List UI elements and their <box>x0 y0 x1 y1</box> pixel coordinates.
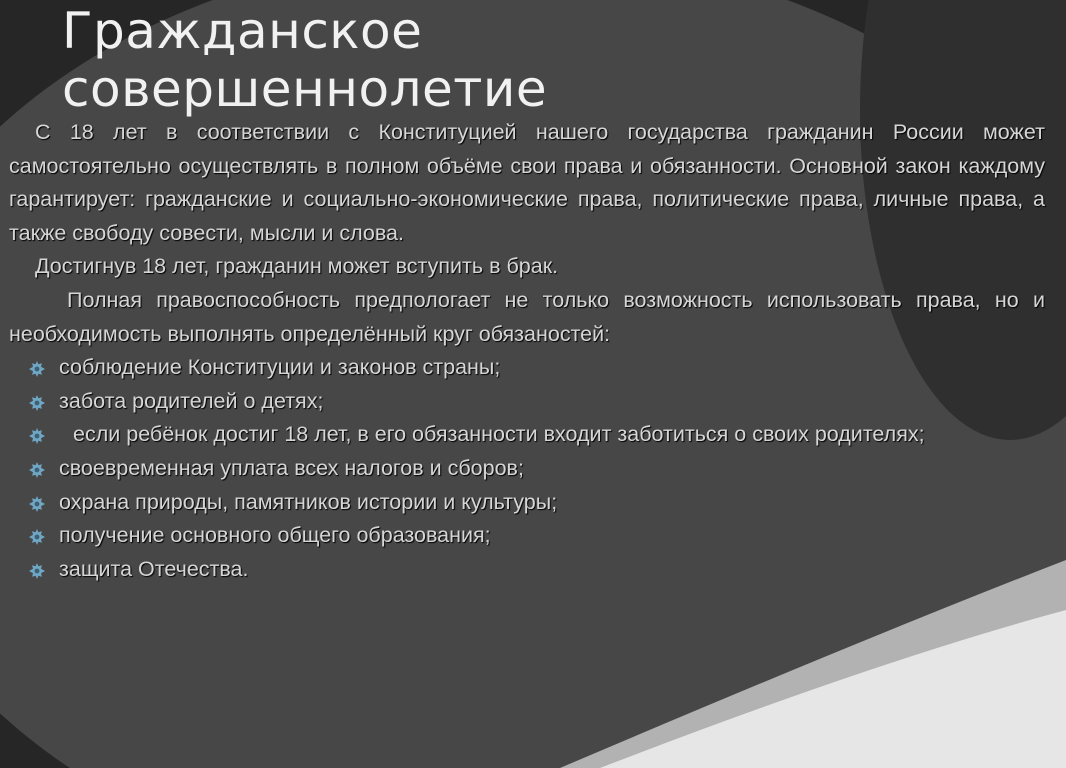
list-item-text: защита Отечества. <box>59 556 249 581</box>
title-line-2: совершеннолетие <box>62 60 548 118</box>
gear-bullet-icon <box>29 529 45 545</box>
gear-bullet-icon <box>29 496 45 512</box>
slide-title <box>62 2 547 118</box>
gear-bullet-icon <box>29 462 45 478</box>
paragraph-capacity: Полная правоспособность предпологает не только возможность использовать права, но и необходимость выполнять определённый круг обязаностей: <box>9 287 1045 346</box>
list-item <box>9 385 1045 419</box>
paragraph-constitution: С 18 лет в соответствии с Конституцией нашего государства гражданин России может самостоятельно осуществлять в полном объёме свои права и обязанности. Основной закон каждому гарантирует: гражданские и социально-экономические права, политические права, личные права, а также свободу совести, мысли и слова. <box>9 120 1045 245</box>
list-item-text: охрана природы, памятников истории и культуры; <box>59 489 558 514</box>
list-item <box>9 486 1045 520</box>
gear-bullet-icon <box>29 395 45 411</box>
gear-bullet-icon <box>29 428 45 444</box>
title-line-1: Гражданское <box>62 2 423 60</box>
list-item <box>9 519 1045 553</box>
paragraph-marriage: Достигнув 18 лет, гражданин может вступить в брак. <box>35 254 559 279</box>
list-item-text: получение основного общего образования; <box>59 523 491 548</box>
duties-list <box>9 351 1045 586</box>
gear-bullet-icon <box>29 361 45 377</box>
list-item <box>9 418 1045 452</box>
list-item-text: забота родителей о детях; <box>59 388 324 413</box>
list-item <box>9 452 1045 486</box>
list-item-text: соблюдение Конституции и законов страны; <box>59 355 501 380</box>
list-item-text: если ребёнок достиг 18 лет, в его обязанности входит заботиться о своих родителях; <box>73 422 925 447</box>
list-item <box>9 351 1045 385</box>
gear-bullet-icon <box>29 563 45 579</box>
slide-body <box>9 116 1045 586</box>
list-item <box>9 553 1045 587</box>
list-item-text: своевременная уплата всех налогов и сборов; <box>59 455 524 480</box>
